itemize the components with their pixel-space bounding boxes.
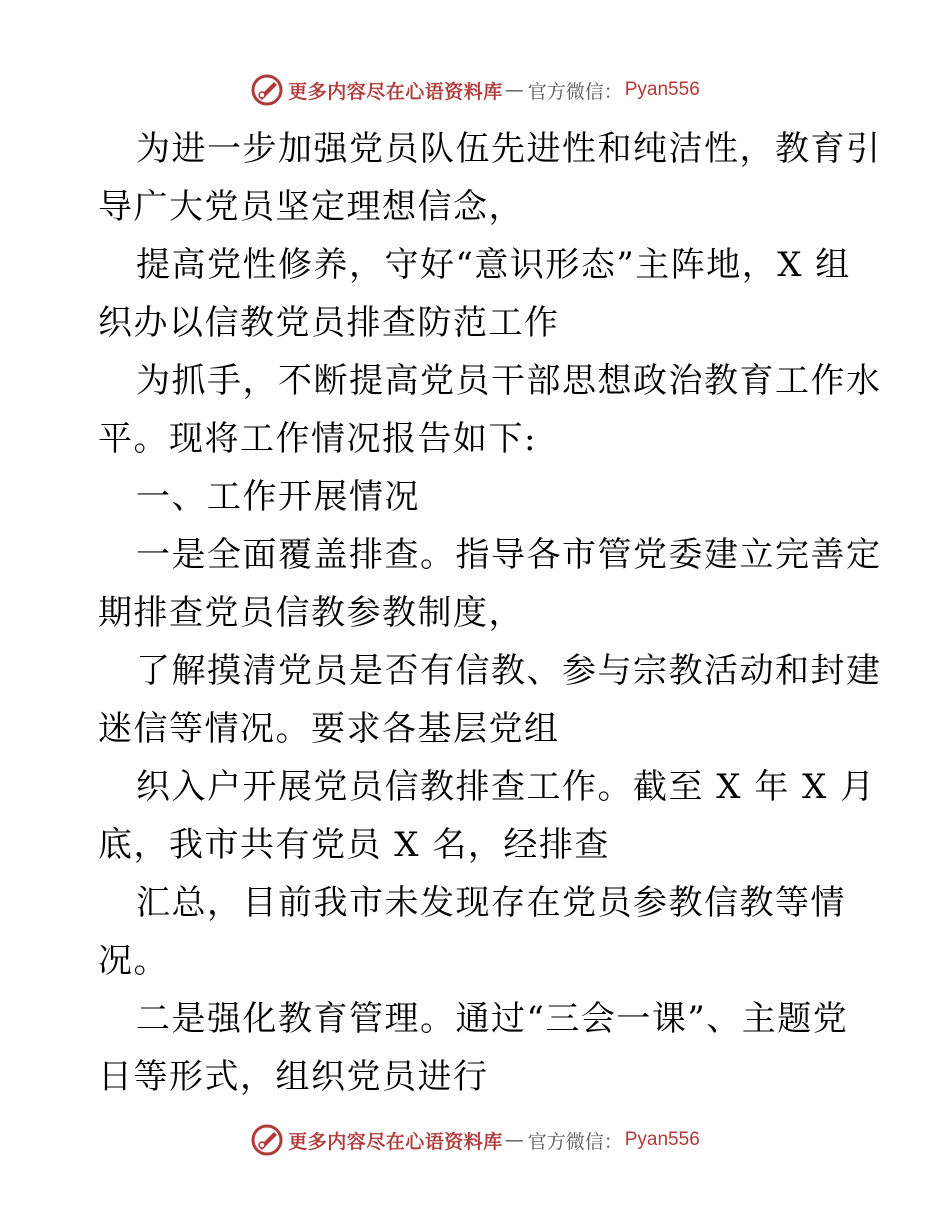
- body-line: 织办以信教党员排查防范工作: [98, 303, 560, 343]
- body-line: 导广大党员坚定理想信念，: [98, 187, 524, 227]
- watermark-footer: [0, 1120, 950, 1160]
- brand-logo-icon: [250, 73, 284, 107]
- body-line: 提高党性修养，守好“意识形态”主阵地，X 组: [136, 245, 851, 285]
- body-line: 一是全面覆盖排查。指导各市管党委建立完善定: [136, 535, 882, 575]
- body-line: 平。现将工作情况报告如下:: [98, 419, 537, 459]
- body-line: 织入户开展党员信教排查工作。截至 X 年 X 月: [136, 767, 876, 807]
- body-line: 期排查党员信教参教制度，: [98, 593, 524, 633]
- section-heading: 一、工作开展情况: [136, 477, 420, 517]
- watermark-wechat-id: Pyan556: [624, 1129, 700, 1150]
- body-line: 为抓手，不断提高党员干部思想政治教育工作水: [136, 361, 882, 401]
- document-body: [98, 120, 882, 1106]
- body-line: 迷信等情况。要求各基层党组: [98, 709, 560, 749]
- watermark-suffix: 官方微信：: [527, 1130, 623, 1153]
- body-line: 日等形式，组织党员进行: [98, 1057, 489, 1097]
- watermark-separator: —: [504, 1129, 524, 1151]
- watermark-header: [0, 70, 950, 110]
- body-line: 为进一步加强党员队伍先进性和纯洁性，教育引: [136, 129, 882, 169]
- body-line: 况。: [98, 941, 169, 981]
- watermark-main-text: 更多内容尽在心语资料库: [288, 1130, 503, 1153]
- watermark-main-text: 更多内容尽在心语资料库: [288, 80, 503, 103]
- watermark-separator: —: [504, 79, 524, 101]
- body-line: 了解摸清党员是否有信教、参与宗教活动和封建: [136, 651, 882, 691]
- brand-logo-icon: [250, 1123, 284, 1157]
- watermark-wechat-id: Pyan556: [624, 79, 700, 100]
- body-line: 汇总，目前我市未发现存在党员参教信教等情: [136, 883, 846, 923]
- body-line: 底，我市共有党员 X 名，经排查: [98, 825, 610, 865]
- body-line: 二是强化教育管理。通过“三会一课”、主题党: [136, 999, 849, 1039]
- watermark-suffix: 官方微信：: [527, 80, 623, 103]
